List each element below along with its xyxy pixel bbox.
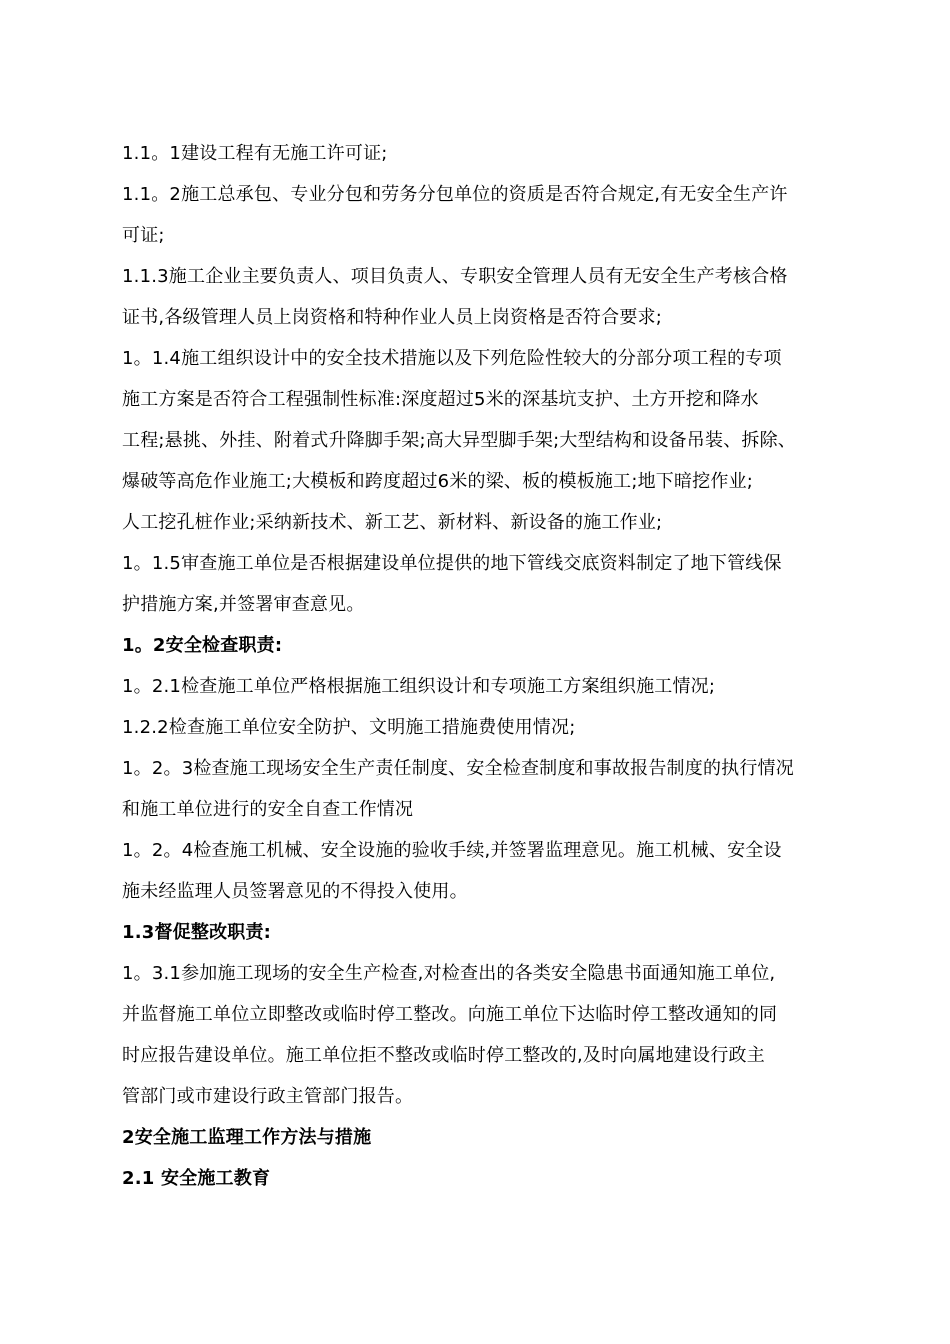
text-line: 1.2.2检查施工单位安全防护、文明施工措施费使用情况; xyxy=(122,717,576,738)
text-line: 可证; xyxy=(122,225,165,246)
text-line: 1.1。2施工总承包、专业分包和劳务分包单位的资质是否符合规定,有无安全生产许 xyxy=(122,184,788,205)
text-line: 和施工单位进行的安全自查工作情况 xyxy=(122,799,414,820)
section-heading: 2安全施工监理工作方法与措施 xyxy=(122,1127,372,1148)
text-line: 护措施方案,并签署审查意见。 xyxy=(122,594,365,615)
text-line: 人工挖孔桩作业;采纳新技术、新工艺、新材料、新设备的施工作业; xyxy=(122,512,663,533)
document-page xyxy=(122,133,842,1199)
text-line: 爆破等高危作业施工;大模板和跨度超过6米的梁、板的模板施工;地下暗挖作业; xyxy=(122,471,754,492)
text-line: 施工方案是否符合工程强制性标准:深度超过5米的深基坑支护、土方开挖和降水 xyxy=(122,389,759,410)
text-line: 1。3.1参加施工现场的安全生产检查,对检查出的各类安全隐患书面通知施工单位, xyxy=(122,963,776,984)
text-line: 施未经监理人员签署意见的不得投入使用。 xyxy=(122,881,468,902)
text-line: 1。1.4施工组织设计中的安全技术措施以及下列危险性较大的分部分项工程的专项 xyxy=(122,348,782,369)
section-heading: 1。2安全检查职责: xyxy=(122,635,283,656)
text-line: 管部门或市建设行政主管部门报告。 xyxy=(122,1086,414,1107)
text-line: 工程;悬挑、外挂、附着式升降脚手架;高大异型脚手架;大型结构和设备吊装、拆除、 xyxy=(122,430,796,451)
text-line: 1。2。4检查施工机械、安全设施的验收手续,并签署监理意见。施工机械、安全设 xyxy=(122,840,782,861)
text-line: 1.1.3施工企业主要负责人、项目负责人、专职安全管理人员有无安全生产考核合格 xyxy=(122,266,788,287)
text-line: 证书,各级管理人员上岗资格和特种作业人员上岗资格是否符合要求; xyxy=(122,307,662,328)
text-line: 时应报告建设单位。施工单位拒不整改或临时停工整改的,及时向属地建设行政主 xyxy=(122,1045,765,1066)
section-heading: 1.3督促整改职责: xyxy=(122,922,272,943)
text-line: 并监督施工单位立即整改或临时停工整改。向施工单位下达临时停工整改通知的同 xyxy=(122,1004,778,1025)
text-line: 1。2.1检查施工单位严格根据施工组织设计和专项施工方案组织施工情况; xyxy=(122,676,716,697)
text-line: 1.1。1建设工程有无施工许可证; xyxy=(122,143,388,164)
text-line: 1。1.5审查施工单位是否根据建设单位提供的地下管线交底资料制定了地下管线保 xyxy=(122,553,782,574)
text-line: 1。2。3检查施工现场安全生产责任制度、安全检查制度和事故报告制度的执行情况 xyxy=(122,758,794,779)
section-heading: 2.1 安全施工教育 xyxy=(122,1168,271,1189)
